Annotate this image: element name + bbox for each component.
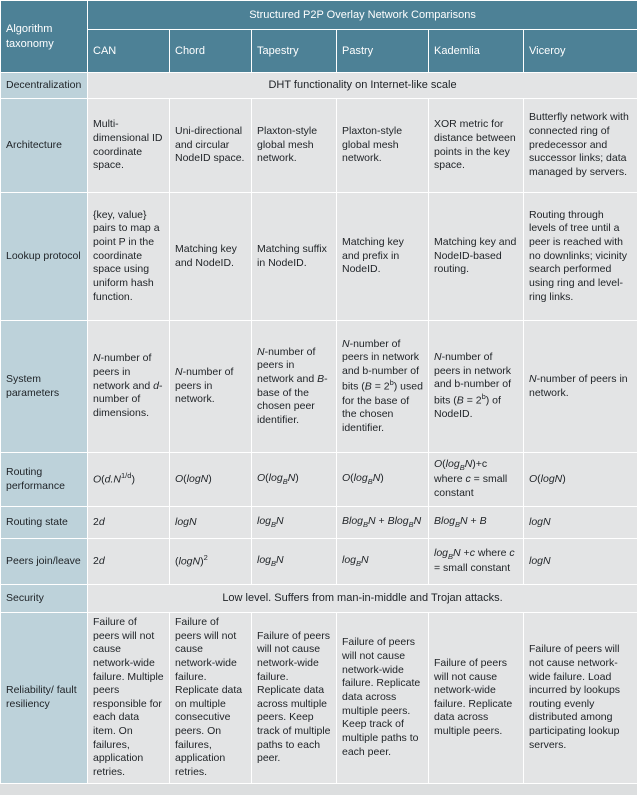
table-cell: Failure of peers will not cause network-wide failure. Replicate data across multiple peers. <box>429 613 524 784</box>
table-cell: $\log_BN$ <box>252 539 337 585</box>
table-row-system-parameters <box>1 321 637 453</box>
table-cell: N-number of peers in network and B-base of the chosen peer identifier. <box>252 321 337 453</box>
table-cell: 2d <box>88 539 170 585</box>
table-cell: N-number of peers in network. <box>524 321 637 453</box>
table-body <box>1 73 637 784</box>
table-cell: logN <box>524 539 637 585</box>
table-row-lookup-protocol <box>1 193 637 321</box>
table-cell: $(\log N)^2$ <box>170 539 252 585</box>
row-label: Routing performance <box>1 453 88 507</box>
table-cell: N-number of peers in network and b-number of bits $(B = 2^b)$ used for the base of the chosen identifier. <box>337 321 429 453</box>
table-title: Structured P2P Overlay Network Comparisons <box>88 1 637 30</box>
column-header-can: CAN <box>88 30 170 73</box>
table-cell: $\log_BN$ <box>337 539 429 585</box>
table-row-routing-state <box>1 507 637 539</box>
table-cell: Failure of peers will not cause network-wide failure. Replicate data across multiple peers. Keep track of multiple paths to each peer. <box>337 613 429 784</box>
table-cell: Routing through levels of tree until a peer is reached with no downlinks; vicinity search performed using ring and level-ring links. <box>524 193 637 321</box>
table-cell: Uni-directional and circular NodeID space. <box>170 99 252 193</box>
table-cell: O(logN) <box>524 453 637 507</box>
table-cell: Plaxton-style global mesh network. <box>337 99 429 193</box>
table-cell: $O(\log_BN)$ <box>252 453 337 507</box>
table-cell: Butterfly network with connected ring of predecessor and successor links; data managed by servers. <box>524 99 637 193</box>
table-cell: $\log_BN$ <box>252 507 337 539</box>
row-label: System parameters <box>1 321 88 453</box>
table-row-security <box>1 585 637 613</box>
table-cell: {key, value} pairs to map a point P in the coordinate space using uniform hash function. <box>88 193 170 321</box>
spanning-cell: DHT functionality on Internet-like scale <box>88 73 637 99</box>
table-cell: Blog$_B$N + B <box>429 507 524 539</box>
spanning-cell: Low level. Suffers from man-in-middle and Trojan attacks. <box>88 585 637 613</box>
table-row-decentralization <box>1 73 637 99</box>
table-row-routing-performance <box>1 453 637 507</box>
row-label: Peers join/leave <box>1 539 88 585</box>
taxonomy-header: Algorithm taxonomy <box>1 1 88 73</box>
table-cell: Matching suffix in NodeID. <box>252 193 337 321</box>
table-cell: $O(\log_BN)+c$ where c = small constant <box>429 453 524 507</box>
table-cell: Blog$_B$N + Blog$_B$N <box>337 507 429 539</box>
row-label: Lookup protocol <box>1 193 88 321</box>
column-header-viceroy: Viceroy <box>524 30 637 73</box>
table-cell: Failure of peers will not cause network-wide failure. Multiple peers responsible for each data item. On failures, application retries. <box>88 613 170 784</box>
table-row-architecture <box>1 99 637 193</box>
table-row-peers-join-leave <box>1 539 637 585</box>
table-cell: Matching key and NodeID-based routing. <box>429 193 524 321</box>
table-cell: logN <box>524 507 637 539</box>
table-cell: $O(d.N^{1/d})$ <box>88 453 170 507</box>
table-cell: Failure of peers will not cause network-wide failure. Replicate data on multiple consecutive peers. On failures, application retries. <box>170 613 252 784</box>
row-label: Routing state <box>1 507 88 539</box>
column-header-kademlia: Kademlia <box>429 30 524 73</box>
table-row-reliability <box>1 613 637 784</box>
column-header-pastry: Pastry <box>337 30 429 73</box>
table-cell: Failure of peers will not cause network-wide failure. Load incurred by lookups routing evenly distributed among participating lookup servers. <box>524 613 637 784</box>
table-cell: 2d <box>88 507 170 539</box>
row-label: Architecture <box>1 99 88 193</box>
table-cell: Multi-dimensional ID coordinate space. <box>88 99 170 193</box>
table-cell: N-number of peers in network and b-number of bits $(B = 2^b)$ of NodeID. <box>429 321 524 453</box>
row-label: Reliability/ fault resiliency <box>1 613 88 784</box>
table-cell: Matching key and prefix in NodeID. <box>337 193 429 321</box>
table-cell: $O(\log_BN)$ <box>337 453 429 507</box>
table-cell: logN <box>170 507 252 539</box>
table-cell: N-number of peers in network and d-number of dimensions. <box>88 321 170 453</box>
column-header-chord: Chord <box>170 30 252 73</box>
table-cell: Matching key and NodeID. <box>170 193 252 321</box>
table-cell: Failure of peers will not cause network-wide failure. Replicate data across multiple peers. Keep track of multiple paths to each peer. <box>252 613 337 784</box>
table-cell: Plaxton-style global mesh network. <box>252 99 337 193</box>
row-label: Security <box>1 585 88 613</box>
column-header-tapestry: Tapestry <box>252 30 337 73</box>
table-cell: XOR metric for distance between points in the key space. <box>429 99 524 193</box>
table-cell: O(logN) <box>170 453 252 507</box>
table-cell: N-number of peers in network. <box>170 321 252 453</box>
row-label: Decentralization <box>1 73 88 99</box>
table-cell: $\log_BN +c$ where c = small constant <box>429 539 524 585</box>
